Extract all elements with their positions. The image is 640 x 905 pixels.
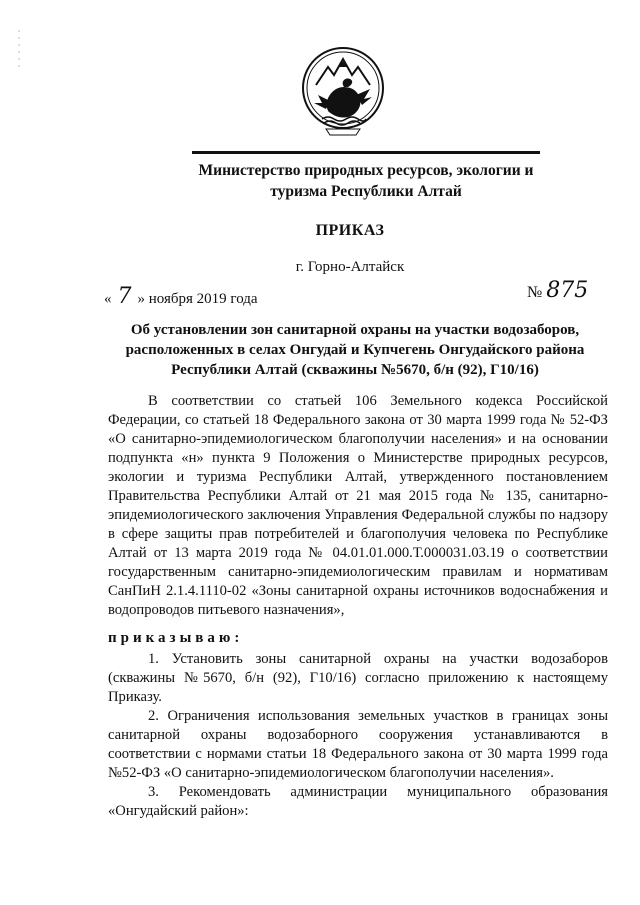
republic-emblem-icon: [300, 45, 386, 139]
number-label: №: [527, 284, 543, 301]
ministry-name: [150, 160, 582, 202]
header-rule: [192, 151, 540, 154]
subject-line-2: расположенных в селах Онгудай и Купчегень Онгудайского района: [125, 342, 585, 358]
order-subject: [100, 320, 610, 380]
order-number: [527, 278, 588, 303]
preamble: [108, 392, 608, 620]
order-word: приказываю:: [108, 630, 244, 646]
scan-margin-mark: [16, 30, 22, 70]
order-date: [104, 284, 258, 309]
order-title: ПРИКАЗ: [315, 222, 385, 239]
order-item-2: 2. Ограничения использования земельных участков в границах зоны санитарной охраны водозаборного сооружения устанавливаются в соответствии с нормами статьи 18 Федерального закона от 30 марта 1999 года №52-ФЗ «О санитарно-эпидемиологическом благополучии населения».: [108, 708, 608, 781]
subject-line-1: Об установлении зон санитарной охраны на участки водозаборов,: [130, 322, 580, 338]
subject-line-3: Республики Алтай (скважины №5670, б/н (92), Г10/16): [171, 362, 539, 378]
date-month-year: » ноября 2019 года: [137, 291, 258, 307]
order-city: г. Горно-Алтайск: [295, 259, 405, 275]
date-quote-open: «: [104, 291, 112, 307]
order-item-3: 3. Рекомендовать администрации муниципального образования «Онгудайский район»:: [108, 784, 608, 819]
handwritten-day: 7: [117, 284, 132, 309]
handwritten-number: 875: [546, 278, 589, 303]
order-item-1: 1. Установить зоны санитарной охраны на участки водозаборов (скважины №5670, б/н (92), Г10/16) согласно приложению к настоящему Приказу.: [108, 651, 608, 705]
ministry-line-1: Министерство природных ресурсов, экологии и: [198, 162, 534, 179]
ministry-line-2: туризма Республики Алтай: [270, 183, 462, 200]
order-items: [108, 650, 608, 821]
preamble-paragraph: В соответствии со статьей 106 Земельного кодекса Российской Федерации, со статьей 18 Федерального закона от 30 марта 1999 года № 52-ФЗ «О санитарно-эпидемиологическом благополучии населения» и на основании подпункта «н» пункта 9 Положения о Министерстве природных ресурсов, экологии и туризма Республики Алтай, утвержденного постановлением Правительства Республики Алтай от 21 мая 2015 года № 135, санитарно-эпидемиологического заключения Управления Федеральной службы по надзору в сфере защиты прав потребителей и благополучия человека по Республике Алтай от 13 марта 2019 года № 04.01.01.000.Т.000031.03.19 о соответствии государственным санитарно-эпидемиологическим правилам и нормативам СанПиН 2.1.4.1110-02 «Зоны санитарной охраны источников водоснабжения и водопроводов питьевого назначения»,: [108, 393, 608, 618]
